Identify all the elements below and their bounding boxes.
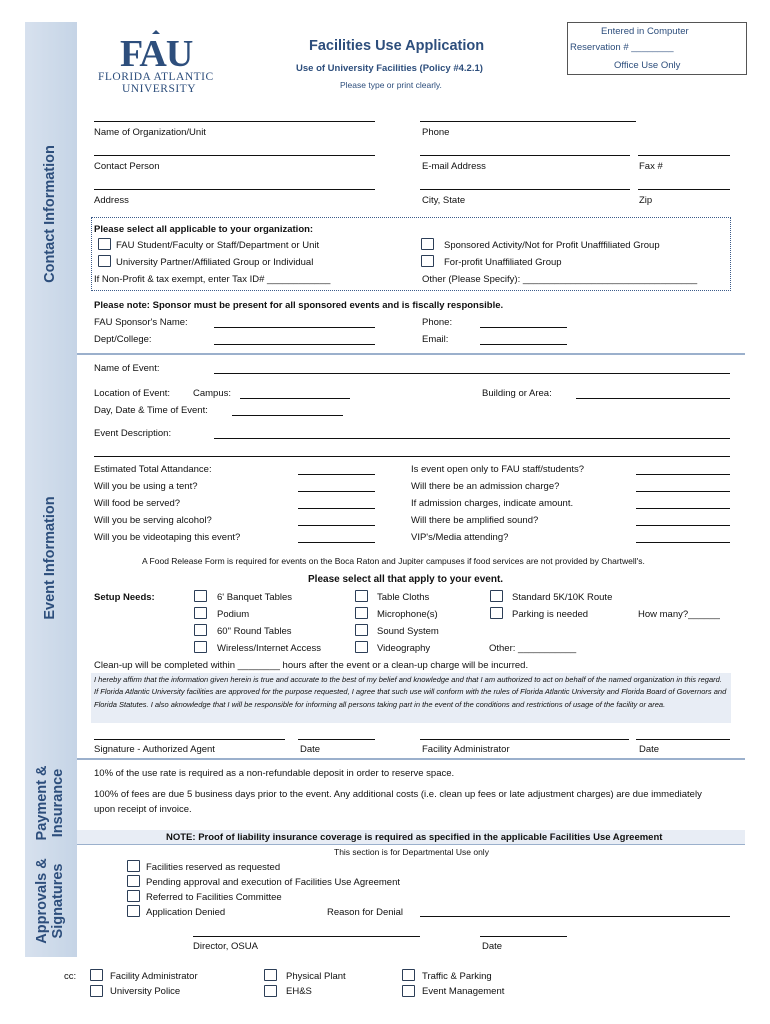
datetime-label: Day, Date & Time of Event:	[94, 405, 208, 416]
denied-label: Application Denied	[146, 907, 226, 918]
setup-round-label: 60" Round Tables	[217, 626, 292, 637]
q-open-label: Is event open only to FAU staff/students?	[411, 464, 585, 475]
sidebar-payment-line2: Insurance	[50, 768, 66, 837]
description-label: Event Description:	[94, 428, 172, 439]
logo-mark: FAU	[120, 33, 193, 75]
event-name-field[interactable]	[214, 373, 730, 374]
reason-label: Reason for Denial	[327, 907, 404, 918]
q-amplified-label: Will there be amplified sound?	[411, 515, 539, 526]
contact-person-field[interactable]	[94, 155, 375, 156]
checkbox-forprofit[interactable]	[421, 255, 434, 267]
office-entered: Entered in Computer	[601, 26, 689, 37]
checkbox-pending[interactable]	[127, 875, 140, 887]
fax-field[interactable]	[638, 155, 730, 156]
cleanup-line[interactable]: Clean-up will be completed within ________ hours after the event or a clean-up charge will be incurred.	[94, 660, 529, 671]
q-admission-field[interactable]	[636, 491, 730, 492]
reason-field[interactable]	[420, 916, 730, 917]
checkbox-fau[interactable]	[98, 238, 111, 250]
sidebar-contact	[25, 22, 77, 355]
setup-needs-label: Setup Needs:	[94, 592, 155, 603]
sidebar-payment-line1: Payment &	[34, 765, 51, 840]
sponsor-name-label: FAU Sponsor's Name:	[94, 317, 188, 328]
food-release-note: A Food Release Form is required for events on the Boca Raton and Jupiter campuses if food services are not provided by Chartwell's.	[142, 556, 645, 566]
checkbox-sponsored[interactable]	[421, 238, 434, 250]
checkbox-mic[interactable]	[355, 607, 368, 619]
print-instruction: Please type or print clearly.	[340, 80, 442, 90]
checkbox-video[interactable]	[355, 641, 368, 653]
checkbox-podium[interactable]	[194, 607, 207, 619]
description-field-2[interactable]	[94, 456, 730, 457]
pending-label: Pending approval and execution of Facilities Use Agreement	[146, 877, 401, 888]
setup-mic-label: Microphone(s)	[377, 609, 438, 620]
checkbox-cc-traffic[interactable]	[402, 969, 415, 981]
description-field-1[interactable]	[214, 438, 730, 439]
sidebar-payment-text	[35, 765, 67, 840]
location-label: Location of Event:	[94, 388, 171, 399]
dept-field[interactable]	[214, 344, 375, 345]
q-video-label: Will you be videotaping this event?	[94, 532, 241, 543]
checkbox-cc-plant[interactable]	[264, 969, 277, 981]
sidebar-event	[25, 355, 77, 760]
contact-person-label: Contact Person	[94, 161, 160, 172]
cc-police-label: University Police	[110, 986, 181, 997]
sidebar-contact-label: Contact Information	[42, 144, 59, 283]
checkbox-route[interactable]	[490, 590, 503, 602]
opt-forprofit-label: For-profit Unaffiliated Group	[444, 257, 562, 268]
setup-cloths-label: Table Cloths	[377, 592, 430, 603]
sponsor-email-field[interactable]	[480, 344, 567, 345]
q-charges-field[interactable]	[636, 508, 730, 509]
checkbox-referred[interactable]	[127, 890, 140, 902]
setup-banquet-label: 6' Banquet Tables	[217, 592, 293, 603]
q-admission-label: Will there be an admission charge?	[411, 481, 560, 492]
setup-route-label: Standard 5K/10K Route	[512, 592, 613, 603]
fees-text: 100% of fees are due 5 business days prior to the event. Any additional costs (i.e. clean up fees or late adjustment charges) are due immediately upon receipt of invoice.	[94, 789, 702, 815]
campus-field[interactable]	[240, 398, 350, 399]
sig-date2-label: Date	[639, 744, 660, 755]
dept-use-note: This section is for Departmental Use only	[334, 847, 489, 857]
setup-podium-label: Podium	[217, 609, 250, 620]
address-label: Address	[94, 195, 129, 206]
fau-logo	[92, 30, 226, 98]
other-specify-field[interactable]: Other (Please Specify): _________________________________	[422, 274, 698, 285]
insurance-note: NOTE: Proof of liability insurance coverage is required as specified in the applicable Facilities Use Agreement	[166, 832, 663, 843]
office-use-box	[567, 22, 747, 75]
setup-other-field[interactable]: Other: ___________	[489, 643, 577, 654]
q-alcohol-field[interactable]	[298, 525, 375, 526]
checkbox-cloths[interactable]	[355, 590, 368, 602]
sponsor-note: Please note: Sponsor must be present for all sponsored events and is fiscally responsible.	[94, 300, 504, 311]
cc-traffic-label: Traffic & Parking	[422, 971, 492, 982]
tax-id-field[interactable]: If Non-Profit & tax exempt, enter Tax ID# ____________	[94, 274, 331, 285]
referred-label: Referred to Facilities Committee	[146, 892, 282, 903]
checkbox-banquet[interactable]	[194, 590, 207, 602]
building-field[interactable]	[576, 398, 730, 399]
setup-video-label: Videography	[377, 643, 431, 654]
q-tent-field[interactable]	[298, 491, 375, 492]
zip-label: Zip	[639, 195, 653, 206]
cc-facility-label: Facility Administrator	[110, 971, 198, 982]
select-all-heading: Please select all that apply to your event.	[308, 574, 504, 585]
datetime-field[interactable]	[232, 415, 343, 416]
checkbox-cc-event[interactable]	[402, 985, 415, 997]
checkbox-sound[interactable]	[355, 624, 368, 636]
sig-admin-field[interactable]	[420, 739, 629, 740]
director-label: Director, OSUA	[193, 941, 258, 952]
checkbox-cc-police[interactable]	[90, 985, 103, 997]
checkbox-cc-ehs[interactable]	[264, 985, 277, 997]
opt-sponsored-label: Sponsored Activity/Not for Profit Unafffiliated Group	[444, 240, 660, 251]
org-name-field[interactable]	[94, 121, 375, 122]
email-label: E-mail Address	[422, 161, 486, 172]
office-use-only: Office Use Only	[614, 60, 681, 71]
campus-label: Campus:	[193, 388, 232, 399]
q-attendance-field[interactable]	[298, 474, 375, 475]
org-type-heading: Please select all applicable to your organization:	[94, 224, 314, 235]
cc-plant-label: Physical Plant	[286, 971, 346, 982]
cc-event-label: Event Management	[422, 986, 505, 997]
sig-admin-label: Facility Administrator	[422, 744, 510, 755]
setup-sound-label: Sound System	[377, 626, 439, 637]
city-label: City, State	[422, 195, 466, 206]
director-date-label: Date	[482, 941, 503, 952]
setup-parking-label: Parking is needed	[512, 609, 589, 620]
affirmation-text: I hereby affirm that the information given herein is true and accurate to the best of my belief and knowledge and that I am authorized to act on behalf of the named organization in this regard. If Florida Atlantic University facilities are approved for the purpose requested, I agree that such use will conform with the rules of Florida Atlantic University and Florida Board of Governors and Florida Statutes. I also aknowledge that I will be responsible for informing all persons taking part in the event of the conditions and restrictions of usage of the facility or area.	[94, 675, 727, 709]
q-alcohol-label: Will you be serving alcohol?	[94, 515, 212, 526]
checkbox-partner[interactable]	[98, 255, 111, 267]
q-food-field[interactable]	[298, 508, 375, 509]
q-open-field[interactable]	[636, 474, 730, 475]
phone-label: Phone	[422, 127, 450, 138]
q-food-label: Will food be served?	[94, 498, 181, 509]
sig-date1-field[interactable]	[298, 739, 375, 740]
city-field[interactable]	[420, 189, 630, 190]
office-reservation: Reservation # ________	[570, 42, 674, 53]
section-divider	[77, 758, 745, 760]
phone-field[interactable]	[420, 121, 636, 122]
opt-fau-label: FAU Student/Faculty or Staff/Department or Unit	[116, 240, 320, 251]
q-charges-label: If admission charges, indicate amount.	[411, 498, 574, 509]
section-divider	[77, 844, 745, 845]
zip-field[interactable]	[638, 189, 730, 190]
page-title: Facilities Use Application	[309, 38, 485, 54]
sidebar-approvals	[25, 845, 77, 957]
setup-wireless-label: Wireless/Internet Access	[217, 643, 322, 654]
logo-line2: UNIVERSITY	[122, 83, 196, 95]
sig-date1-label: Date	[300, 744, 321, 755]
logo-line1: FLORIDA ATLANTIC	[98, 71, 214, 83]
how-many-field[interactable]: How many?______	[638, 609, 720, 620]
q-tent-label: Will you be using a tent?	[94, 481, 198, 492]
checkbox-parking[interactable]	[490, 607, 503, 619]
checkbox-reserved[interactable]	[127, 860, 140, 872]
sidebar-payment	[25, 760, 77, 845]
event-name-label: Name of Event:	[94, 363, 160, 374]
q-amplified-field[interactable]	[636, 525, 730, 526]
cc-ehs-label: EH&S	[286, 986, 312, 997]
director-field[interactable]	[193, 936, 420, 937]
sidebar-approvals-line1: Approvals &	[34, 858, 51, 944]
reserved-label: Facilities reserved as requested	[146, 862, 281, 873]
cc-label: cc:	[64, 971, 77, 982]
checkbox-cc-facility[interactable]	[90, 969, 103, 981]
email-field[interactable]	[420, 155, 630, 156]
opt-partner-label: University Partner/Affiliated Group or Individual	[116, 257, 314, 268]
q-vip-field[interactable]	[636, 542, 730, 543]
q-video-field[interactable]	[298, 542, 375, 543]
checkbox-round[interactable]	[194, 624, 207, 636]
director-date-field[interactable]	[480, 936, 567, 937]
sponsor-phone-label: Phone:	[422, 317, 453, 328]
checkbox-wireless[interactable]	[194, 641, 207, 653]
sponsor-email-label: Email:	[422, 334, 449, 345]
dept-label: Dept/College:	[94, 334, 152, 345]
org-name-label: Name of Organization/Unit	[94, 127, 206, 138]
section-divider	[77, 353, 745, 355]
sidebar-event-label: Event Information	[42, 495, 59, 620]
q-attendance-label: Estimated Total Attandance:	[94, 464, 212, 475]
sig-agent-label: Signature - Authorized Agent	[94, 744, 215, 755]
sponsor-phone-field[interactable]	[480, 327, 567, 328]
page-subtitle: Use of University Facilities (Policy #4.2.1)	[296, 63, 483, 74]
sponsor-name-field[interactable]	[214, 327, 375, 328]
deposit-text: 10% of the use rate is required as a non-refundable deposit in order to reserve space.	[94, 768, 455, 779]
sig-agent-field[interactable]	[94, 739, 285, 740]
address-field[interactable]	[94, 189, 375, 190]
building-label: Building or Area:	[482, 388, 552, 399]
q-vip-label: VIP's/Media attending?	[411, 532, 509, 543]
sidebar-approvals-text	[35, 858, 67, 943]
checkbox-denied[interactable]	[127, 905, 140, 917]
sidebar-approvals-line2: Signatures	[50, 863, 66, 939]
sig-date2-field[interactable]	[636, 739, 730, 740]
fax-label: Fax #	[639, 161, 663, 172]
